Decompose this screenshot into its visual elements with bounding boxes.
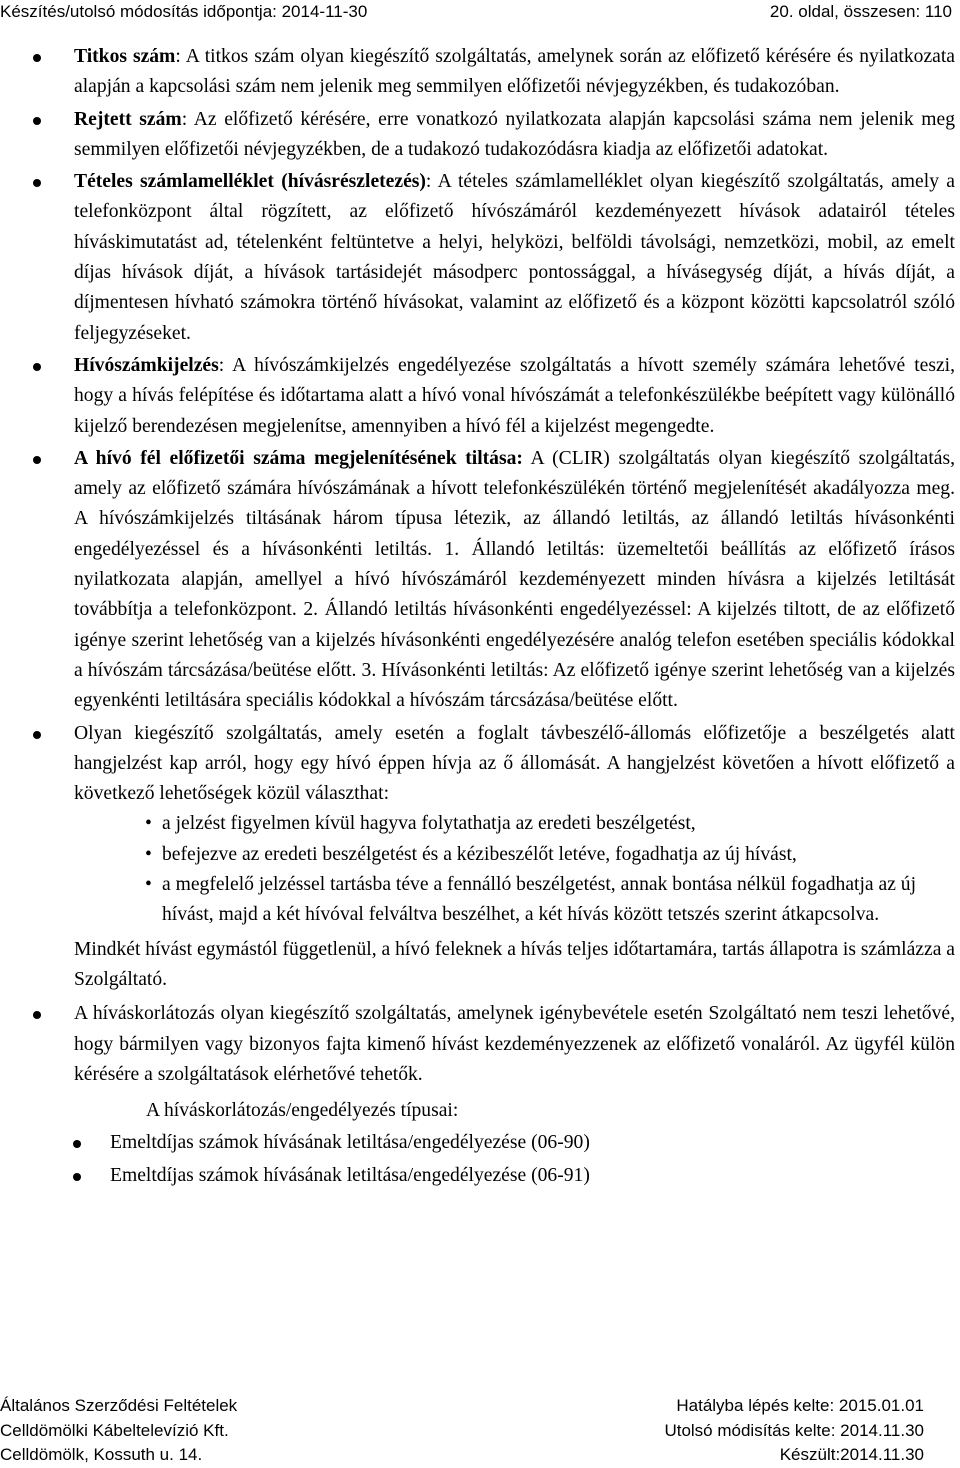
item-text: Olyan kiegészítő szolgáltatás, amely esetén a foglalt távbeszélő-állomás előfizetője a beszélgetés alatt hangjelzést kap arról, hogy egy hívó éppen hívja az ő állomását. A hangjelzést követően a hívott előfizető a következő lehetőségek közül választhat: [74,722,955,805]
bullet-icon [73,1173,81,1181]
item-text: A titkos szám olyan kiegészítő szolgáltatás, amelynek során az előfizető kérésére és nyilatkozata alapján a kapcsolási szám nem jelenik meg semmilyen előfizetői névjegyzékben, és tudakozóban. [74,46,955,98]
item-text: A tételes számlamelléklet olyan kiegészítő szolgáltatás, amely a telefonközpont által rögzített, az előfizető hívószámáról kezdeményezett hívások adatairól tételes híváskimutatást ad, tételenként feltüntetve a helyi, helyközi, belföldi távolsági, nemzetközi, mobil, az emelt díjas hívások díját, a hívások tartásidejét másodperc pontossággal, a hívásegység díját, a hívás díját, a díjmentesen hívható számokra történő hívásokat, valamint az előfizető és a központ közötti kapcsolatról szóló feljegyzéseket. [74,171,955,344]
bullet-icon [33,363,41,371]
sub-list-item [74,809,955,839]
bullet-icon [33,117,41,125]
sub-list-item [74,870,955,931]
term-separator: : [181,108,194,130]
header-page-number: 20. oldal, összesen: 110 [769,2,952,21]
term-label: Hívószámkijelzés [74,354,219,376]
header-timestamp: Készítés/utolsó módosítás időpontja: 2014-11-30 [0,2,368,21]
term-separator: : [175,46,186,67]
bullet-icon [33,731,41,739]
sub-item-text: a megfelelő jelzéssel tartásba téve a fennálló beszélgetést, annak bontása nélkül fogadhatja az új hívást, majd a két hívóval felváltva beszélhet, a két hívás között tetszés szerint átkapcsolva. [162,874,917,926]
list-item-teteles-szamlamelleklet [0,167,960,349]
list-item-rejtett-szam [0,105,960,166]
footer-modified-date: Utolsó módisítás kelte: 2014.11.30 [664,1420,924,1440]
term-label: Titkos szám [74,46,176,67]
term-label: A hívó fél előfizetői száma megjelenítésének tiltása: [74,447,523,469]
type-text: Emeltdíjas számok hívásának letiltása/engedélyezése (06-91) [110,1164,590,1186]
list-item-hivaskorlatozas [0,999,960,1126]
footer-doc-title: Általános Szerződési Feltételek [0,1396,238,1415]
sub-list [74,809,955,930]
small-bullet-icon: • [145,813,152,835]
document-body [0,42,960,1191]
list-item-type-0691 [0,1161,960,1191]
term-separator: : [425,171,438,193]
small-bullet-icon: • [145,843,152,865]
page-footer [0,1394,960,1468]
list-item-hivoszamkijelzes [0,351,960,442]
sub-item-text: befejezve az eredeti beszélgetést és a kézibeszélőt letéve, fogadhatja az új hívást, [162,843,797,865]
list-item-hivasvarakoztatas [0,719,960,996]
item-text: A híváskorlátozás olyan kiegészítő szolgáltatás, amelynek igénybevétele esetén Szolgáltató nem teszi lehetővé, hogy bármilyen vagy bizonyos fajta kimenő hívást kezdeményezzenek az előfizető vonaláról. Az ügyfél külön kérésére a szolgáltatások elérhetővé tehetők. [74,1003,955,1085]
types-heading: A híváskorlátozás/engedélyezés típusai: [146,1100,459,1122]
item-text: Az előfizető kérésére, erre vonatkozó nyilatkozata alapján kapcsolási száma nem jelenik meg semmilyen előfizetői névjegyzékben, de a tudakozó tudakozódásra kiadja az előfizetői adatokat. [74,108,955,160]
bullet-icon [33,456,41,464]
bullet-icon [33,54,41,62]
bullet-icon [33,179,41,187]
footer-created-date: Készült:2014.11.30 [779,1445,924,1464]
term-separator: : [218,354,233,376]
list-item-titkos-szam [0,42,960,103]
sub-list-item [74,840,955,870]
footer-address: Celldömölk, Kossuth u. 14. [0,1445,203,1464]
sub-item-text: a jelzést figyelmen kívül hagyva folytathatja az eredeti beszélgetést, [162,813,696,835]
term-label: Tételes számlamelléklet (hívásrészletezés) [74,171,426,193]
item-text: A (CLIR) szolgáltatás olyan kiegészítő szolgáltatás, amely az előfizető számára hívószámának a hívott telefonkészülékén történő megjelenítését akadályozza meg. A hívószámkijelzés tiltásának három típusa létezik, az állandó letiltás, az állandó letiltás hívásonkénti engedélyezéssel és a hívásonkénti letiltás. 1. Állandó letiltás: üzemeltetői beállítás az előfizető írásos nyilatkozata alapján, amellyel a hívó hívószámáról kezdeményezett minden hívásra a kijelzés letiltását továbbítja a telefonközpont. 2. Állandó letiltás hívásonkénti engedélyezéssel: A kijelzés tiltott, de az előfizető igénye szerint lehetőség van a kijelzés hívásonkénti engedélyezésére analóg telefon esetében speciális kódokkal a hívószám tárcsázása/beütése előtt. 3. Hívásonkénti letiltás: Az előfizető igénye szerint lehetőség van a kijelzés egyenkénti letiltására speciális kódokkal a hívószám tárcsázása/beütése előtt. [74,447,955,712]
bullet-icon [73,1140,81,1148]
bullet-icon [33,1011,41,1019]
item-text: A hívószámkijelzés engedélyezése szolgáltatás a hívott személy számára lehetővé teszi, hogy a hívás felépítése és időtartama alatt a hívó vonal hívószámát a telefonkészülékbe beépített vagy különálló kijelző berendezésen megjelenítse, amennyiben a hívó fél a kijelzést megengedte. [74,354,955,437]
list-item-type-0690 [0,1128,960,1158]
billing-note: Mindkét hívást egymástól függetlenül, a hívó feleknek a hívás teljes időtartamára, tartás állapotra is számlázza a Szolgáltató. [74,938,955,990]
footer-company-name: Celldömölki Kábeltelevízió Kft. [0,1420,229,1440]
list-item-clir [0,444,960,717]
page-header [0,0,960,24]
small-bullet-icon: • [145,874,152,896]
term-label: Rejtett szám [74,108,182,130]
type-text: Emeltdíjas számok hívásának letiltása/engedélyezése (06-90) [110,1132,590,1154]
footer-effective-date: Hatályba lépés kelte: 2015.01.01 [676,1396,924,1415]
